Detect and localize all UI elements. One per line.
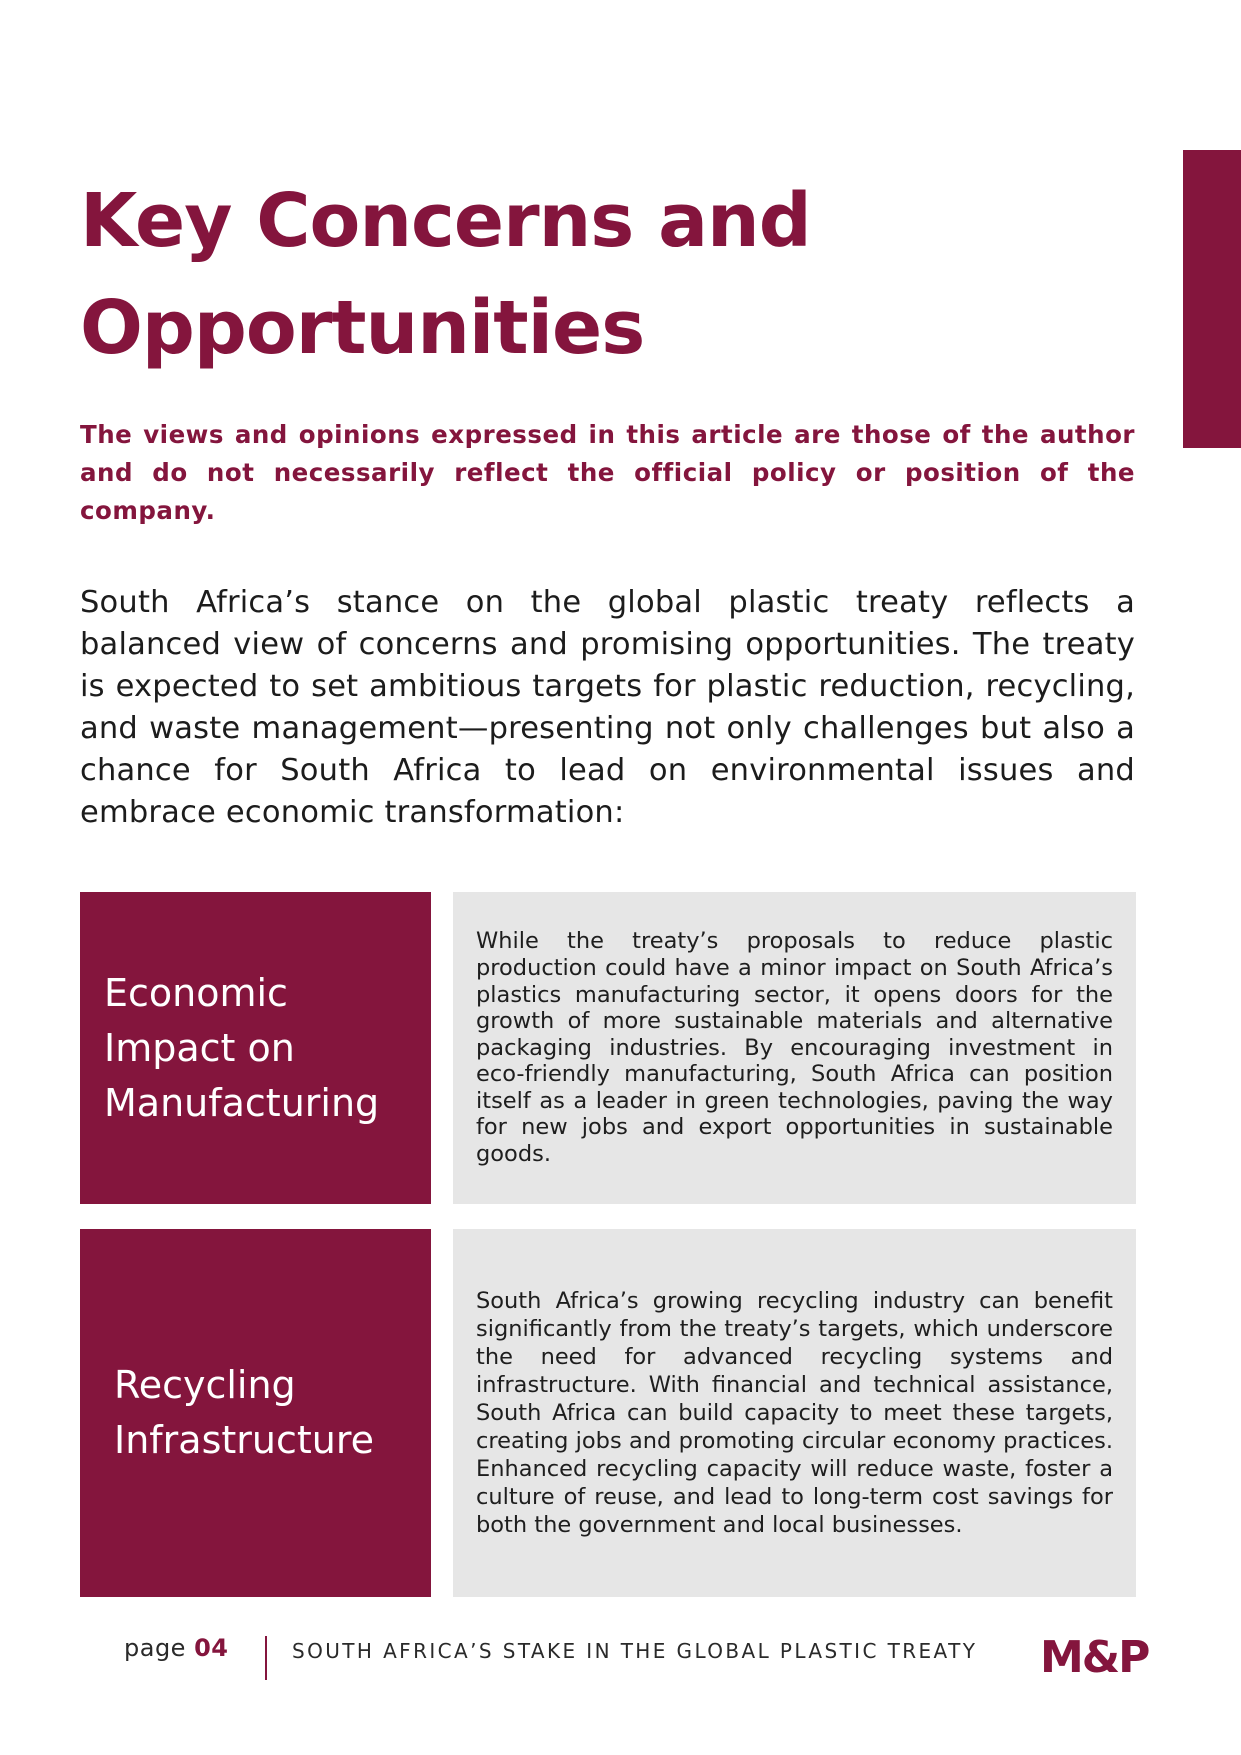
section-body-recycling-infrastructure: [453, 1229, 1136, 1597]
section-title-line: Recycling: [114, 1363, 296, 1407]
page-number-value: 04: [194, 1634, 229, 1662]
company-logo: M&P: [1040, 1632, 1149, 1683]
section-title-line: Impact on: [104, 1025, 295, 1070]
section-title-economic-impact: [80, 892, 431, 1204]
page-number: [124, 1634, 229, 1662]
footer-document-title: SOUTH AFRICA’S STAKE IN THE GLOBAL PLASTIC TREATY: [292, 1639, 978, 1663]
section-title-line: Infrastructure: [114, 1418, 375, 1462]
intro-paragraph: South Africa’s stance on the global plastic treaty reflects a balanced view of concerns and promising opportunities. The treaty is expected to set ambitious targets for plastic reduction, recycling, and waste management—presenting not only challenges but also a chance for South Africa to lead on environmental issues and embrace economic transformation:: [80, 585, 1135, 830]
page-title-line-1: Key Concerns and: [80, 178, 811, 264]
disclaimer-text: The views and opinions expressed in this article are those of the author and do not necessarily reflect the official policy or position of the company.: [80, 420, 1135, 525]
section-title-recycling-infrastructure: [80, 1229, 431, 1597]
side-accent-tab: [1183, 150, 1241, 448]
page-title: [80, 168, 1080, 382]
footer-divider: [265, 1636, 267, 1680]
section-body-economic-impact: [453, 892, 1136, 1204]
section-title-line: Economic: [104, 970, 288, 1015]
section-body-text: While the treaty’s proposals to reduce plastic production could have a minor impact on South Africa’s plastics manufacturing sector, it opens doors for the growth of more sustainable materials and alternative packaging industries. By encouraging investment in eco-friendly manufacturing, South Africa can position itself as a leader in green technologies, paving the way for new jobs and export opportunities in sustainable goods.: [476, 928, 1113, 1168]
section-title-line: Manufacturing: [104, 1080, 380, 1125]
section-body-text: South Africa’s growing recycling industry can benefit significantly from the treaty’s targets, which underscore the need for advanced recycling systems and infrastructure. With financial and technical assistance, South Africa can build capacity to meet these targets, creating jobs and promoting circular economy practices. Enhanced recycling capacity will reduce waste, foster a culture of reuse, and lead to long-term cost savings for both the government and local businesses.: [476, 1288, 1113, 1538]
page-label: page: [124, 1634, 186, 1662]
page-title-line-2: Opportunities: [80, 285, 645, 371]
